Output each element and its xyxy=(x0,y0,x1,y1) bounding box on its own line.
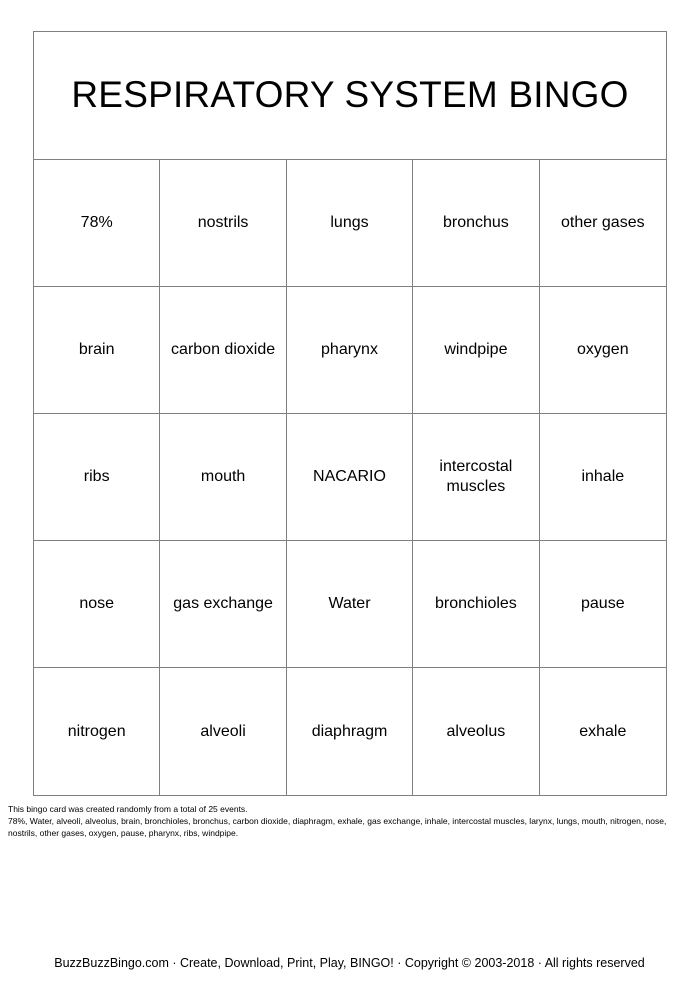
bingo-cell[interactable]: pause xyxy=(540,541,666,668)
bingo-cell[interactable]: exhale xyxy=(579,722,627,740)
page-title: RESPIRATORY SYSTEM BINGO xyxy=(71,74,629,116)
bingo-cell[interactable]: oxygen xyxy=(540,287,666,414)
bingo-cell[interactable]: pharynx xyxy=(287,287,413,414)
bingo-cell[interactable]: alveolus xyxy=(413,668,539,795)
page-footer xyxy=(0,955,699,971)
bingo-card-note xyxy=(8,803,684,839)
bingo-cell[interactable]: gas exchange xyxy=(160,541,286,668)
bingo-cell[interactable]: nitrogen xyxy=(34,668,160,795)
bingo-cell-free-space[interactable]: NACARIO xyxy=(287,414,413,541)
bingo-cell[interactable]: other gases xyxy=(540,160,666,287)
footer-text: BuzzBuzzBingo.com · Create, Download, Print, Play, BINGO! · Copyright © 2003-2018 · All rights reserved xyxy=(54,956,645,970)
bingo-cell[interactable]: bronchus xyxy=(413,160,539,287)
bingo-cell[interactable]: brain xyxy=(34,287,160,414)
bingo-cell[interactable]: inhale xyxy=(540,414,666,541)
bingo-cell[interactable]: ribs xyxy=(34,414,160,541)
bingo-cell[interactable]: lungs xyxy=(287,160,413,287)
bingo-cell[interactable]: Water xyxy=(287,541,413,668)
bingo-cell[interactable]: nose xyxy=(34,541,160,668)
bingo-cell[interactable]: bronchioles xyxy=(413,541,539,668)
bingo-cell[interactable]: windpipe xyxy=(413,287,539,414)
bingo-card-title-band xyxy=(34,32,666,160)
note-line-word-list: 78%, Water, alveoli, alveolus, brain, bronchioles, bronchus, carbon dioxide, diaphragm, exhale, gas exchange, inhale, intercostal muscles, larynx, lungs, mouth, nitrogen, nose, nostrils, other gases, oxygen, pause, pharynx, ribs, windpipe. xyxy=(8,816,667,839)
bingo-card xyxy=(33,31,667,796)
bingo-cell[interactable]: intercostal muscles xyxy=(413,414,539,541)
bingo-cell[interactable]: nostrils xyxy=(160,160,286,287)
bingo-cell[interactable]: diaphragm xyxy=(287,668,413,795)
note-line-summary: This bingo card was created randomly from a total of 25 events. xyxy=(8,804,248,814)
bingo-cell[interactable]: alveoli xyxy=(160,668,286,795)
bingo-grid xyxy=(34,160,666,795)
bingo-cell[interactable]: carbon dioxide xyxy=(160,287,286,414)
bingo-cell[interactable]: 78% xyxy=(34,160,160,287)
bingo-cell[interactable]: mouth xyxy=(160,414,286,541)
